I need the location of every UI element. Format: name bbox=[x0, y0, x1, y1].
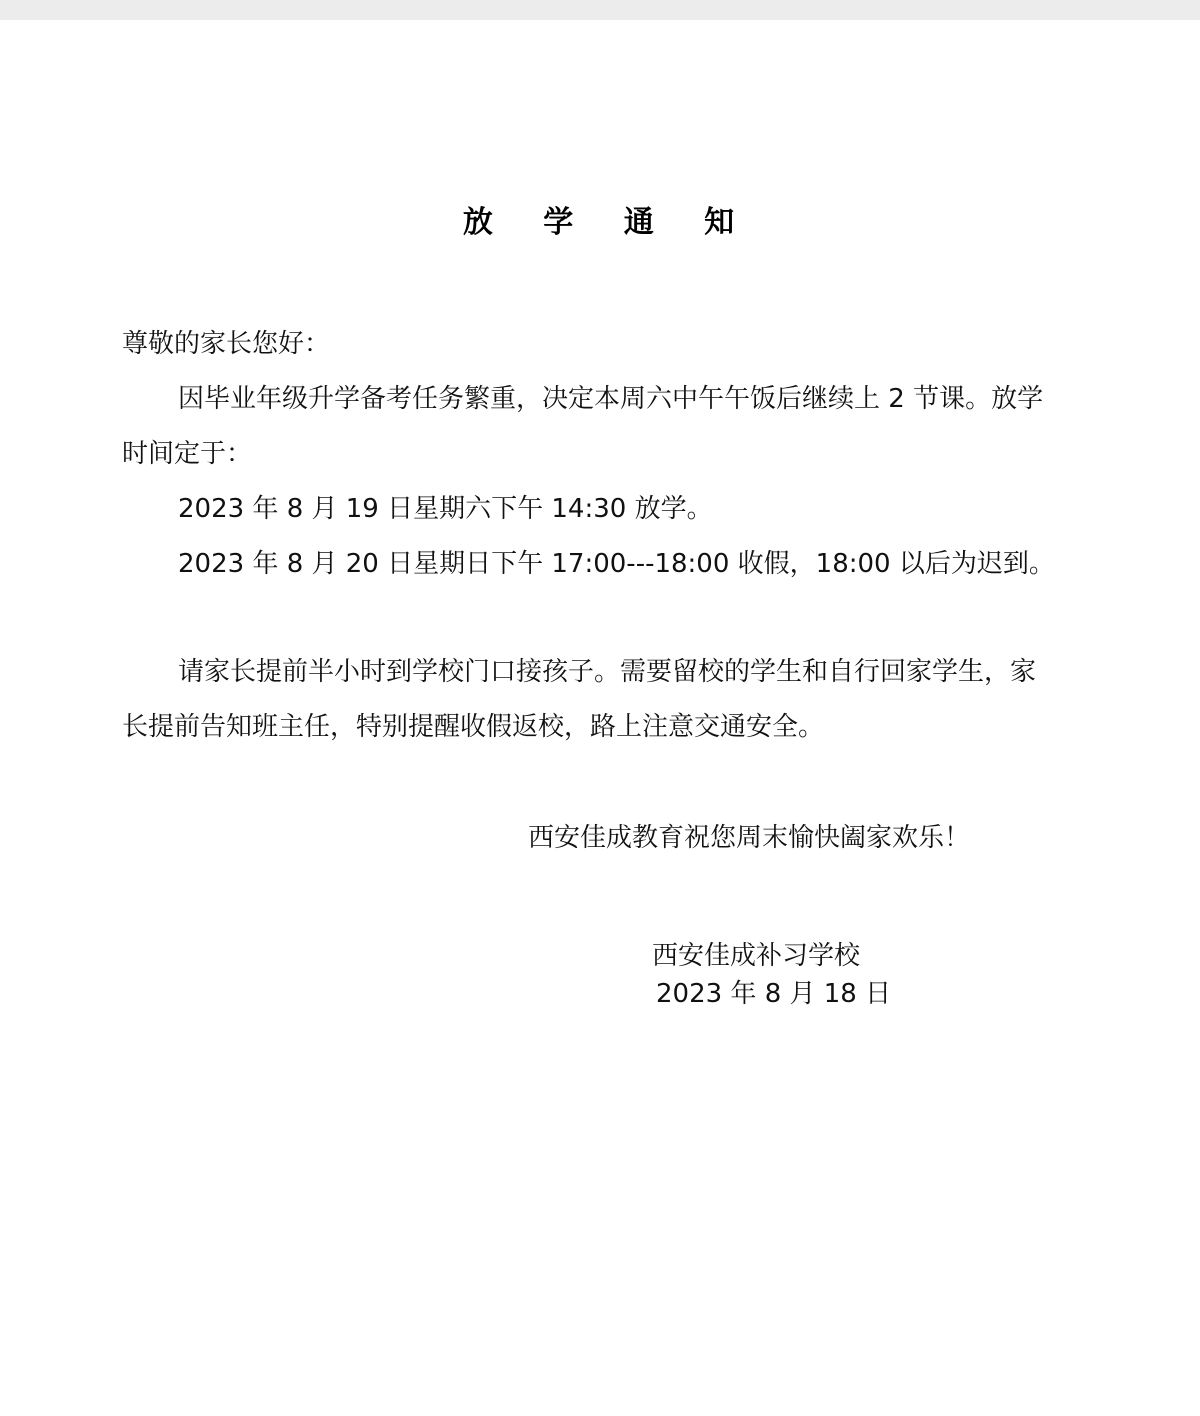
notice-title: 放 学 通 知 bbox=[462, 205, 755, 240]
paragraph-2-line-2: 长提前告知班主任，特别提醒收假返校，路上注意交通安全。 bbox=[122, 712, 825, 742]
closing-wish: 西安佳成教育祝您周末愉快阖家欢乐！ bbox=[528, 823, 971, 853]
document-page bbox=[0, 20, 1200, 1416]
paragraph-1-line-2: 时间定于： bbox=[122, 439, 253, 469]
signature-date: 2023 年 8 月 18 日 bbox=[656, 979, 892, 1009]
greeting: 尊敬的家长您好： bbox=[122, 329, 331, 359]
paragraph-1-line-1: 因毕业年级升学备考任务繁重，决定本周六中午午饭后继续上 2 节课。放学 bbox=[178, 384, 1044, 414]
schedule-line-1: 2023 年 8 月 19 日星期六下午 14:30 放学。 bbox=[178, 494, 713, 524]
schedule-line-2: 2023 年 8 月 20 日星期日下午 17:00---18:00 收假，18:00 以后为迟到。 bbox=[178, 549, 1055, 579]
signature-school: 西安佳成补习学校 bbox=[652, 941, 861, 971]
paragraph-2-line-1: 请家长提前半小时到学校门口接孩子。需要留校的学生和自行回家学生，家 bbox=[178, 657, 1037, 687]
top-bar bbox=[0, 0, 1200, 20]
